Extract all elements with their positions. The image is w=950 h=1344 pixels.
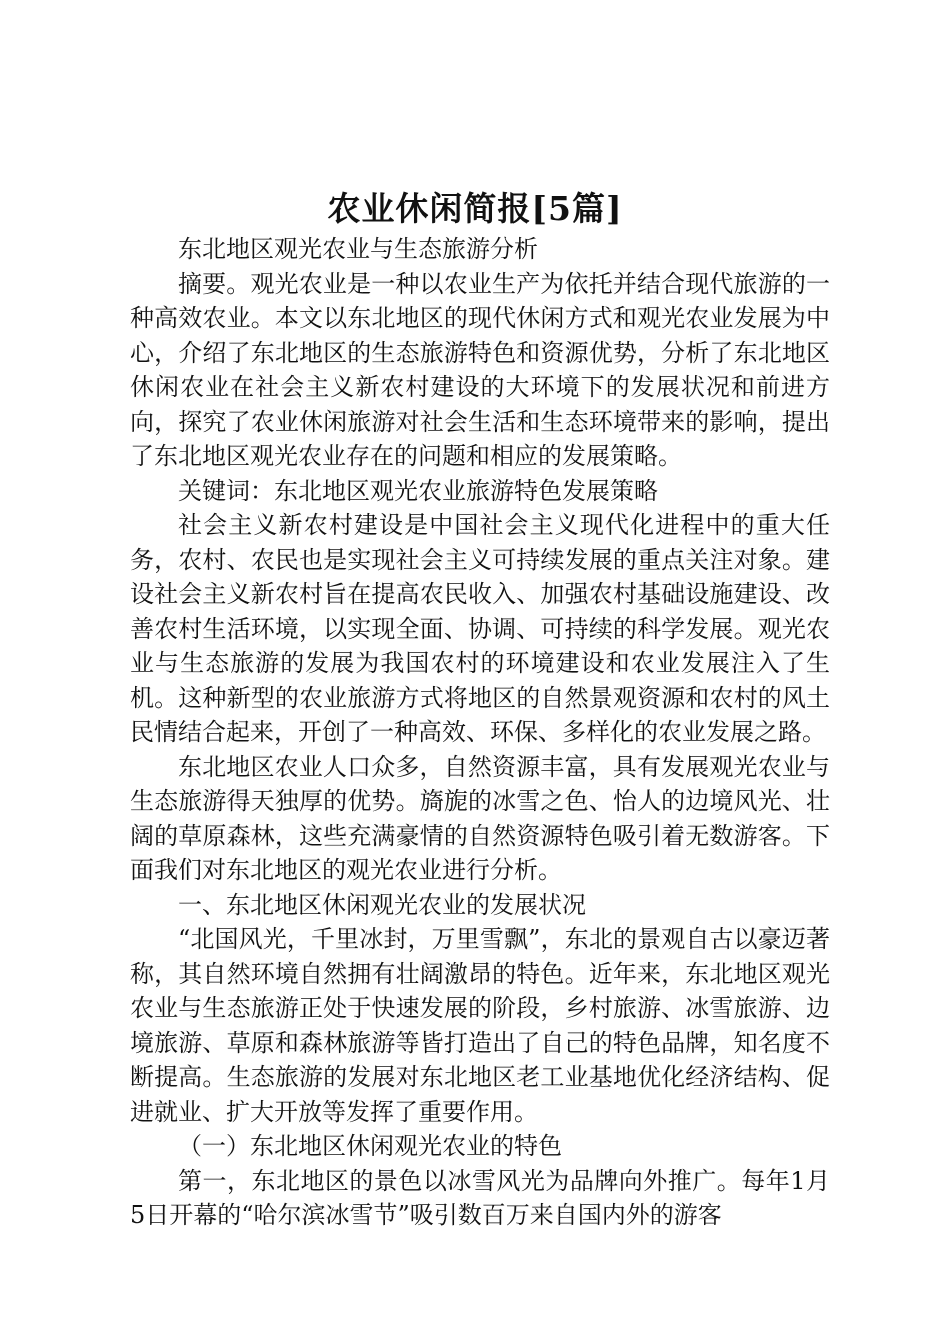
paragraph: “北国风光，千里冰封，万里雪飘”，东北的景观自古以豪迈著称，其自然环境自然拥有壮阔激昂的特色。近年来，东北地区观光农业与生态旅游正处于快速发展的阶段，乡村旅游、冰雪旅游、边境旅游、草原和森林旅游等皆打造出了自己的特色品牌，知名度不断提高。生态旅游的发展对东北地区老工业基地优化经济结构、促进就业、扩大开放等发挥了重要作用。 [130, 925, 830, 1126]
document-title: 农业休闲简报[5篇] [327, 189, 623, 228]
subsection-heading: （一）东北地区休闲观光农业的特色 [178, 1132, 562, 1160]
paragraph-keywords: 关键词：东北地区观光农业旅游特色发展策略 [178, 476, 658, 505]
paragraph: 第一，东北地区的景色以冰雪风光为品牌向外推广。每年1月5日开幕的“哈尔滨冰雪节”吸引数百万来自国内外的游客 [130, 1166, 830, 1229]
paragraph: 东北地区农业人口众多，自然资源丰富，具有发展观光农业与生态旅游得天独厚的优势。旖旎的冰雪之色、怡人的边境风光、壮阔的草原森林，这些充满豪情的自然资源特色吸引着无数游客。下面我们对东北地区的观光农业进行分析。 [130, 752, 830, 884]
paragraph-abstract: 摘要。观光农业是一种以农业生产为依托并结合现代旅游的一种高效农业。本文以东北地区的现代休闲方式和观光农业发展为中心，介绍了东北地区的生态旅游特色和资源优势，分析了东北地区休闲农业在社会主义新农村建设的大环境下的发展状况和前进方向，探究了农业休闲旅游对社会生活和生态环境带来的影响，提出了东北地区观光农业存在的问题和相应的发展策略。 [130, 269, 830, 470]
paragraph: 社会主义新农村建设是中国社会主义现代化进程中的重大任务，农村、农民也是实现社会主义可持续发展的重点关注对象。建设社会主义新农村旨在提高农民收入、加强农村基础设施建设、改善农村生活环境，以实现全面、协调、可持续的科学发展。观光农业与生态旅游的发展为我国农村的环境建设和农业发展注入了生机。这种新型的农业旅游方式将地区的自然景观资源和农村的风土民情结合起来，开创了一种高效、环保、多样化的农业发展之路。 [130, 511, 830, 746]
document-body [130, 232, 830, 1233]
paragraph-subtitle: 东北地区观光农业与生态旅游分析 [178, 235, 538, 263]
section-heading: 一、东北地区休闲观光农业的发展状况 [178, 890, 586, 919]
